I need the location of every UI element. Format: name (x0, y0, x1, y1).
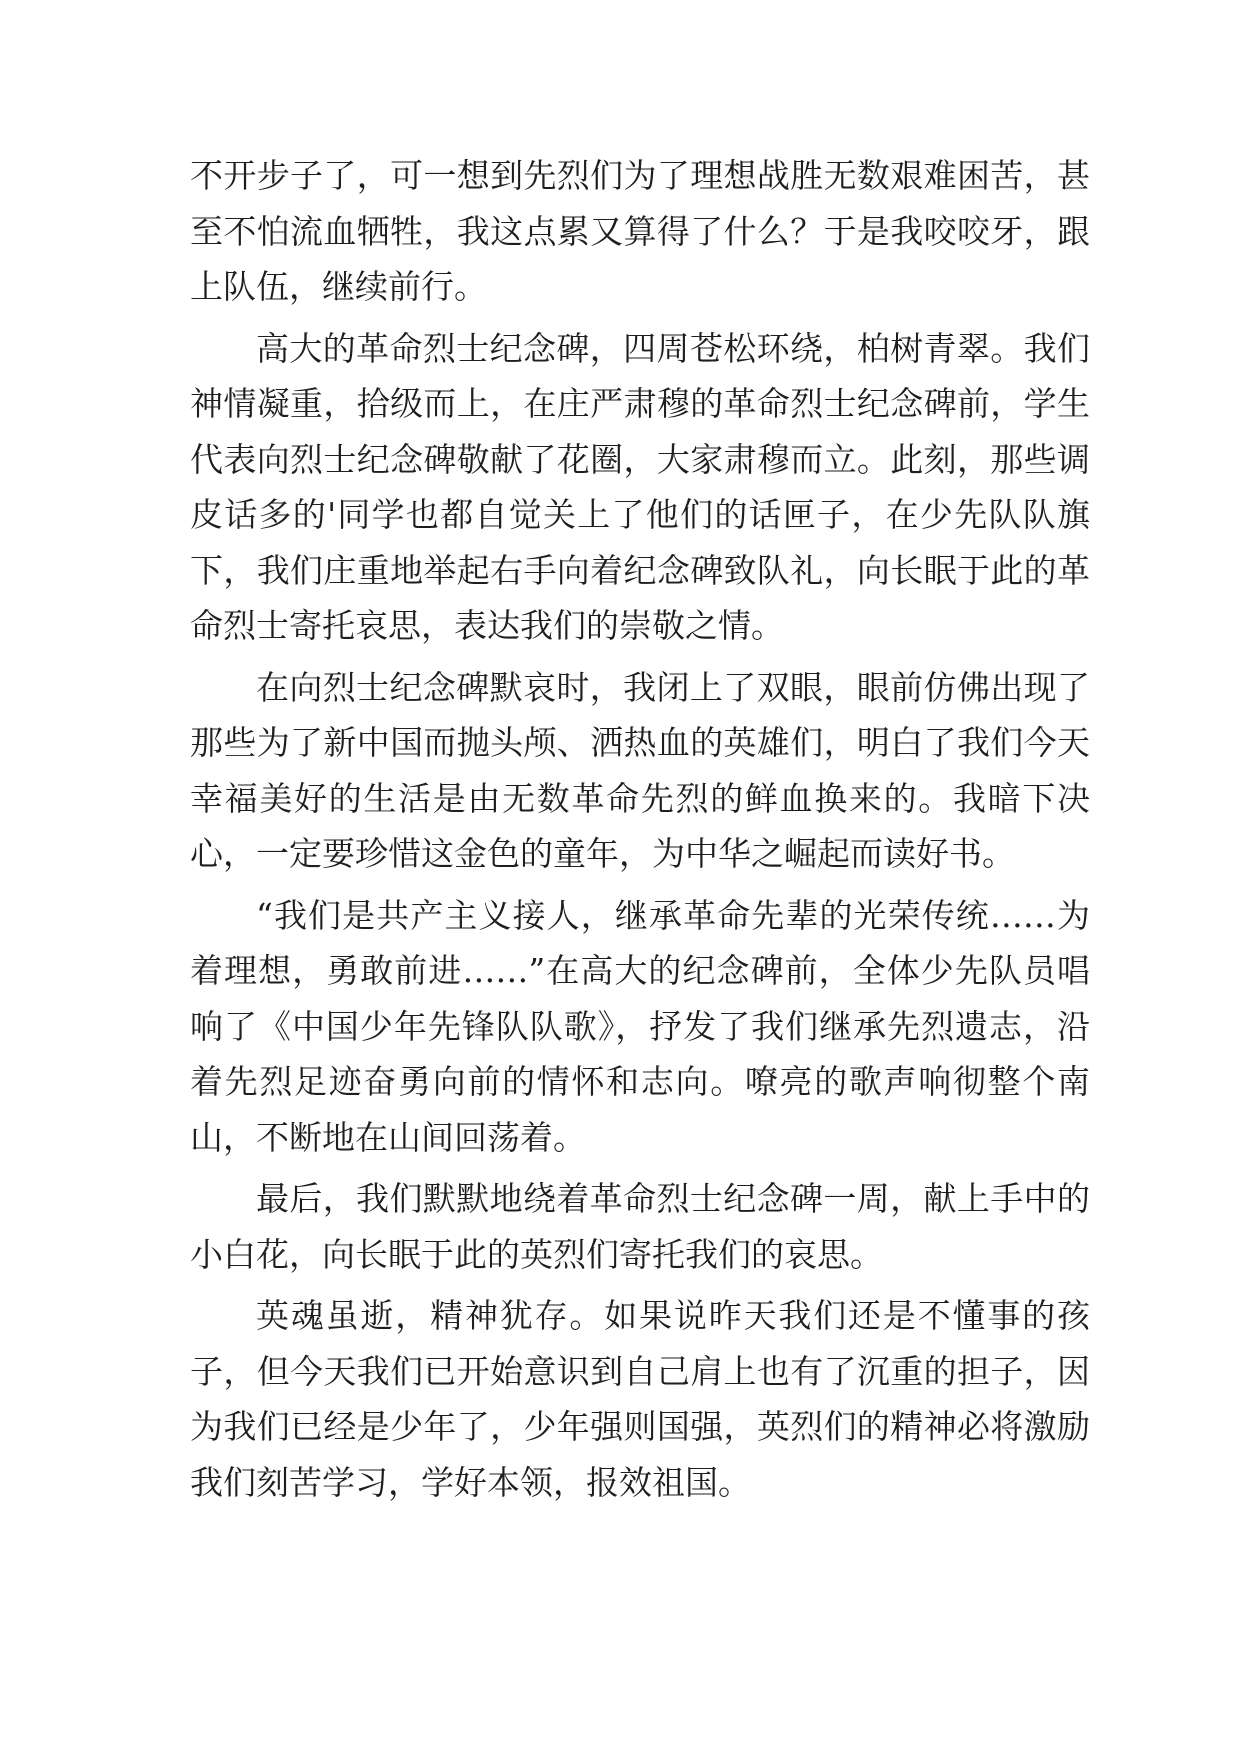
paragraph-song: “我们是共产主义接人，继承革命先辈的光荣传统……为着理想，勇敢前进……”在高大的纪念碑前，全体少先队员唱响了《中国少年先锋队队歌》，抒发了我们继承先烈遗志，沿着先烈足迹奋勇向前的情怀和志向。嘹亮的歌声响彻整个南山，不断地在山间回荡着。 (190, 895, 1090, 1157)
paragraph-continued: 不开步子了，可一想到先烈们为了理想战胜无数艰难困苦，甚至不怕流血牺牲，我这点累又算得了什么？于是我咬咬牙，跟上队伍，继续前行。 (190, 156, 1090, 306)
paragraph-conclusion: 英魂虽逝，精神犹存。如果说昨天我们还是不懂事的孩子，但今天我们已开始意识到自己肩上也有了沉重的担子，因为我们已经是少年了，少年强则国强，英烈们的精神必将激励我们刻苦学习，学好本领，报效祖国。 (190, 1296, 1090, 1502)
essay-body (190, 148, 1090, 1516)
paragraph-monument: 高大的革命烈士纪念碑，四周苍松环绕，柏树青翠。我们神情凝重，拾级而上，在庄严肃穆的革命烈士纪念碑前，学生代表向烈士纪念碑敬献了花圈，大家肃穆而立。此刻，那些调皮话多的'同学也都自觉关上了他们的话匣子，在少先队队旗下，我们庄重地举起右手向着纪念碑致队礼，向长眠于此的革命烈士寄托哀思，表达我们的崇敬之情。 (190, 328, 1090, 645)
paragraph-flowers: 最后，我们默默地绕着革命烈士纪念碑一周，献上手中的小白花，向长眠于此的英烈们寄托我们的哀思。 (190, 1179, 1090, 1274)
paragraph-silence: 在向烈士纪念碑默哀时，我闭上了双眼，眼前仿佛出现了那些为了新中国而抛头颅、洒热血的英雄们，明白了我们今天幸福美好的生活是由无数革命先烈的鲜血换来的。我暗下决心，一定要珍惜这金色的童年，为中华之崛起而读好书。 (190, 667, 1090, 873)
